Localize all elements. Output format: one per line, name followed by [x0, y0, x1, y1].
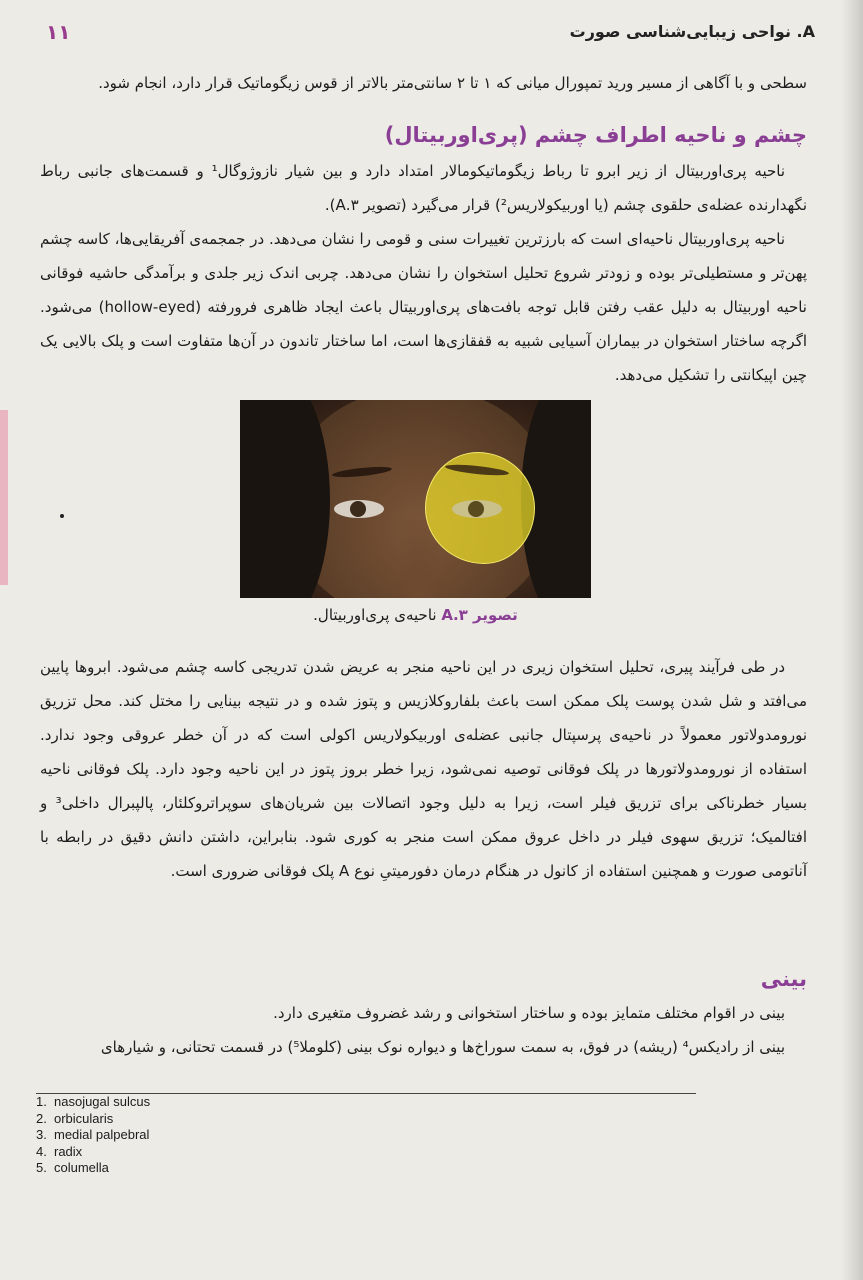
- eye-left: [334, 500, 384, 518]
- intro-paragraph: سطحی و با آگاهی از مسیر ورید تمپورال میانی که ۱ تا ۲ سانتی‌متر بالاتر از قوس زیگوماتیک قرار دارد، انجام شود.: [98, 74, 807, 92]
- footnote-item: [36, 1111, 150, 1128]
- periorbital-section: [40, 118, 807, 392]
- intro-block: [40, 66, 807, 100]
- footnote-number: 4.: [36, 1143, 47, 1159]
- paragraph-nose-intro: بینی در اقوام مختلف متمایز بوده و ساختار استخوانی و رشد غضروف متغیری دارد.: [273, 1004, 785, 1022]
- page-header: [40, 18, 815, 48]
- footnote-text: columella: [54, 1160, 109, 1175]
- section-title-periorbital: چشم و ناحیه اطراف چشم (پری‌اوربیتال): [384, 123, 807, 147]
- footnote-text: medial palpebral: [54, 1127, 150, 1142]
- footnote-text: nasojugal sulcus: [54, 1094, 151, 1109]
- figure-periorbital-photo: [240, 400, 591, 598]
- footnote-text: radix: [54, 1143, 83, 1159]
- footnote-text: orbicularis: [54, 1110, 114, 1126]
- figure-caption-text: ناحیه‌ی پری‌اوربیتال.: [313, 606, 437, 624]
- section-title-nose: بینی: [760, 967, 807, 991]
- page-number: ۱۱: [46, 20, 71, 44]
- footnote-number: 5.: [36, 1160, 47, 1175]
- footnote-item: [36, 1160, 150, 1177]
- figure-label: تصویر ۳.A: [441, 606, 518, 624]
- footnote-item: [36, 1127, 150, 1144]
- chapter-tab-marker: [0, 410, 8, 585]
- figure-caption: [240, 606, 591, 624]
- paragraph-periorbital-ethnic: ناحیه پری‌اوربیتال ناحیه‌ای است که بارزترین تغییرات سنی و قومی را نشان می‌دهد. در جمجمه‌ی آفریقایی‌ها، کاسه چشم پهن‌تر و مستطیلی‌تر بوده و زودتر شروع تحلیل استخوان را نشان می‌دهد. چربی اندک زیر جلدی و برآمدگی حاشیه فوقانی ناحیه اوربیتال به دلیل عقب رفتن قابل توجه بافت‌های پری‌اوربیتال باعث ایجاد ظاهری فرورفته (hollow-eyed) می‌شود. اگرچه ساختار استخوان در بیماران آسیایی شبیه به قفقازی‌ها است، اما ساختار تاندون در آن‌ها متفاوت است و پلک بالایی یک چین اپیکانتی را تشکیل می‌دهد.: [40, 230, 807, 384]
- footnote-number: 3.: [36, 1127, 47, 1142]
- aging-block: [40, 650, 807, 888]
- footnotes-list: [36, 1094, 150, 1177]
- footnote-item: [36, 1094, 150, 1111]
- eye-right: [452, 500, 502, 518]
- margin-dot: [60, 514, 64, 518]
- nose-section: [40, 962, 807, 1064]
- running-head: A. نواحی زیبایی‌شناسی صورت: [569, 22, 815, 41]
- paragraph-periorbital-definition: ناحیه پری‌اوربیتال از زیر ابرو تا رباط زیگوماتیکومالار امتداد دارد و بین شیار نازوژوگال¹ و قسمت‌های جانبی رباط نگهدارنده عضله‌ی حلقوی چشم (یا اوربیکولاریس²) قرار می‌گیرد (تصویر ۳.A).: [40, 162, 807, 214]
- footnote-number: 1.: [36, 1094, 47, 1109]
- footnote-item: [36, 1144, 150, 1161]
- page-edge-shadow: [841, 0, 863, 1280]
- paragraph-aging: در طی فرآیند پیری، تحلیل استخوان زیری در این ناحیه منجر به عریض شدن تدریجی کاسه چشم می‌شود. ابروها پایین می‌افتد و شل شدن پوست پلک ممکن است باعث بلفاروکلازیس و پتوز شده و در نتیجه بینایی را مختل کند. محل تزریق نورومدولاتور معمولاً در ناحیه‌ی پرسپتال جانبی عضله‌ی اوربیکولاریس اکولی است که در آن خطر عروقی وجود ندارد. استفاده از نورومدولاتورها در پلک فوقانی توصیه نمی‌شود، زیرا خطر بروز پتوز در این ناحیه وجود دارد. پلک فوقانی ناحیه بسیار خطرناکی برای تزریق فیلر است، زیرا به دلیل وجود اتصالات بین شریان‌های سوپراتروکلئار، پالپبرال داخلی³ و افتالمیک؛ تزریق سهوی فیلر در داخل عروق ممکن است منجر به کوری شود. بنابراین، داشتن دانش دقیق در رابطه با آناتومی صورت و همچنین استفاده از کانول در هنگام درمان دفورمیتیِ نوع A پلک فوقانی ضروری است.: [40, 658, 807, 880]
- footnote-number: 2.: [36, 1110, 47, 1126]
- paragraph-nose-anatomy: بینی از رادیکس⁴ (ریشه) در فوق، به سمت سوراخ‌ها و دیواره نوک بینی (کلوملا⁵) در قسمت تحتانی، و شیارهای: [100, 1038, 785, 1056]
- hair-left: [240, 400, 330, 598]
